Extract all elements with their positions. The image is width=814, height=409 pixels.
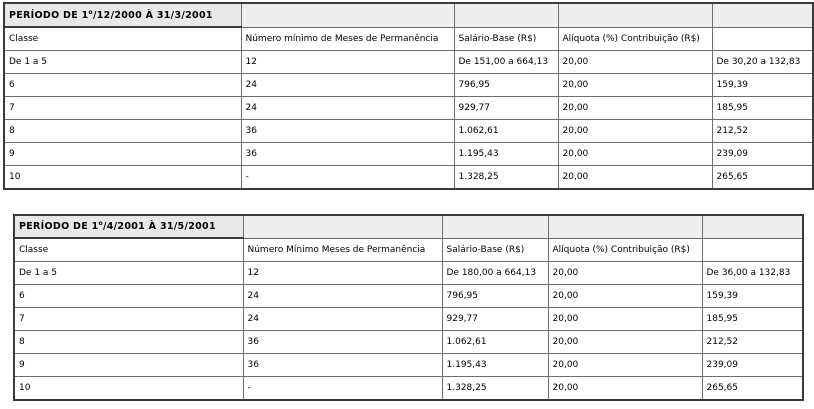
table-row	[4, 97, 813, 120]
table-row	[14, 331, 803, 354]
cell-meses: 24	[241, 74, 454, 97]
header-classe: Classe	[4, 27, 241, 51]
cell-salario: 1.062,61	[442, 331, 548, 354]
cell-meses: 12	[243, 262, 442, 285]
cell-salario: 796,95	[442, 285, 548, 308]
cell-meses: 24	[243, 285, 442, 308]
table-row	[14, 262, 803, 285]
cell-classe: 10	[4, 166, 241, 190]
header-row	[14, 238, 803, 262]
cell-contribuicao: 212,52	[702, 331, 803, 354]
table-row	[14, 354, 803, 377]
table-row	[14, 377, 803, 401]
cell-salario: 929,77	[454, 97, 558, 120]
cell-contribuicao: 159,39	[702, 285, 803, 308]
header-salario: Salário-Base (R$)	[442, 238, 548, 262]
cell-classe: 9	[4, 143, 241, 166]
cell-contribuicao: 185,95	[712, 97, 813, 120]
period-title: PERÍODO DE 1$^o$/4/2001 À 31/5/2001	[14, 215, 243, 238]
cell-aliquota: 20,00	[548, 262, 702, 285]
cell-aliquota: 20,00	[558, 166, 712, 190]
title-blank-cell	[442, 215, 548, 238]
title-blank-cell	[243, 215, 442, 238]
header-contribuicao	[702, 238, 803, 262]
cell-contribuicao: 239,09	[702, 354, 803, 377]
cell-meses: -	[243, 377, 442, 401]
table-row	[4, 74, 813, 97]
cell-contribuicao: 212,52	[712, 120, 813, 143]
cell-classe: De 1 a 5	[4, 51, 241, 74]
cell-classe: 6	[4, 74, 241, 97]
header-contribuicao	[712, 27, 813, 51]
cell-salario: 1.328,25	[454, 166, 558, 190]
contribution-table-period-1	[3, 2, 814, 190]
cell-aliquota: 20,00	[558, 74, 712, 97]
table-row	[4, 143, 813, 166]
cell-meses: 12	[241, 51, 454, 74]
table-title-row	[4, 3, 813, 27]
header-meses: Número mínimo de Meses de Permanência	[241, 27, 454, 51]
title-blank-cell	[454, 3, 558, 27]
cell-contribuicao: 239,09	[712, 143, 813, 166]
cell-classe: 9	[14, 354, 243, 377]
cell-contribuicao: 185,95	[702, 308, 803, 331]
title-blank-cell	[712, 3, 813, 27]
cell-aliquota: 20,00	[558, 51, 712, 74]
cell-classe: 8	[14, 331, 243, 354]
cell-salario: 1.195,43	[454, 143, 558, 166]
header-row	[4, 27, 813, 51]
cell-aliquota: 20,00	[558, 120, 712, 143]
cell-aliquota: 20,00	[548, 308, 702, 331]
cell-salario: 1.062,61	[454, 120, 558, 143]
title-blank-cell	[558, 3, 712, 27]
cell-aliquota: 20,00	[558, 97, 712, 120]
title-blank-cell	[548, 215, 702, 238]
cell-contribuicao: 159,39	[712, 74, 813, 97]
table-row	[14, 308, 803, 331]
cell-contribuicao: De 36,00 a 132,83	[702, 262, 803, 285]
cell-aliquota: 20,00	[548, 285, 702, 308]
cell-meses: 36	[243, 331, 442, 354]
cell-meses: 36	[241, 143, 454, 166]
cell-salario: De 180,00 a 664,13	[442, 262, 548, 285]
cell-classe: 8	[4, 120, 241, 143]
cell-classe: 6	[14, 285, 243, 308]
cell-meses: 24	[243, 308, 442, 331]
table-row	[4, 120, 813, 143]
cell-aliquota: 20,00	[558, 143, 712, 166]
table-row	[4, 166, 813, 190]
header-salario: Salário-Base (R$)	[454, 27, 558, 51]
header-aliquota: Alíquota (%) Contribuição (R$)	[548, 238, 702, 262]
table-title-row	[14, 215, 803, 238]
title-blank-cell	[702, 215, 803, 238]
table-row	[14, 285, 803, 308]
cell-meses: -	[241, 166, 454, 190]
cell-salario: 1.195,43	[442, 354, 548, 377]
cell-contribuicao: 265,65	[712, 166, 813, 190]
cell-aliquota: 20,00	[548, 331, 702, 354]
header-aliquota: Alíquota (%) Contribuição (R$)	[558, 27, 712, 51]
cell-salario: De 151,00 a 664,13	[454, 51, 558, 74]
cell-classe: 7	[14, 308, 243, 331]
cell-contribuicao: 265,65	[702, 377, 803, 401]
cell-meses: 36	[241, 120, 454, 143]
cell-meses: 36	[243, 354, 442, 377]
cell-classe: 10	[14, 377, 243, 401]
header-classe: Classe	[14, 238, 243, 262]
cell-salario: 1.328,25	[442, 377, 548, 401]
table-row	[4, 51, 813, 74]
cell-classe: 7	[4, 97, 241, 120]
cell-aliquota: 20,00	[548, 377, 702, 401]
header-meses: Número Mínimo Meses de Permanência	[243, 238, 442, 262]
cell-contribuicao: De 30,20 a 132,83	[712, 51, 813, 74]
cell-aliquota: 20,00	[548, 354, 702, 377]
cell-classe: De 1 a 5	[14, 262, 243, 285]
title-blank-cell	[241, 3, 454, 27]
cell-meses: 24	[241, 97, 454, 120]
cell-salario: 929,77	[442, 308, 548, 331]
cell-salario: 796,95	[454, 74, 558, 97]
contribution-table-period-2	[13, 214, 804, 401]
period-title: PERÍODO DE 1$^o$/12/2000 À 31/3/2001	[4, 3, 241, 27]
